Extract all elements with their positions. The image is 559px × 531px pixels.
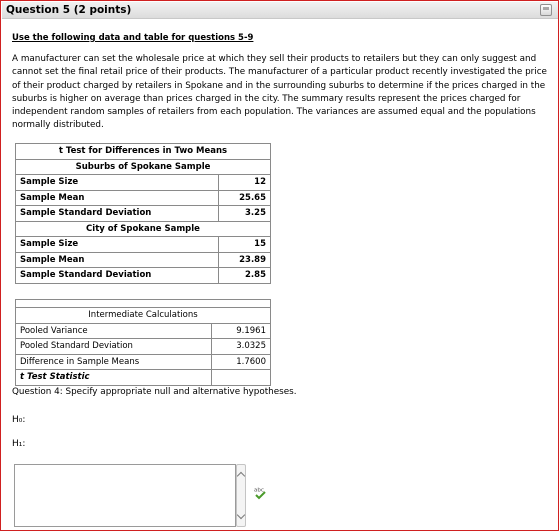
group1-title: Suburbs of Spokane Sample [16, 159, 271, 175]
table-row [16, 370, 271, 386]
instructions-text: Use the following data and table for questions 5-9 [12, 33, 254, 43]
table-row [16, 175, 271, 191]
table-row [16, 252, 271, 268]
spell-check-text: abc [254, 487, 264, 494]
row-value: 15 [219, 237, 271, 253]
row-label: Sample Standard Deviation [16, 206, 219, 222]
table-title: t Test for Differences in Two Means [16, 144, 271, 160]
table-title: Intermediate Calculations [16, 308, 271, 324]
blank-row [16, 300, 271, 308]
row-label: Sample Size [16, 237, 219, 253]
row-label: Sample Mean [16, 252, 219, 268]
row-label: Difference in Sample Means [16, 354, 212, 370]
row-label: Sample Standard Deviation [16, 268, 219, 284]
table-row [16, 190, 271, 206]
row-label: Pooled Standard Deviation [16, 339, 212, 355]
table-row [16, 323, 271, 339]
question-title: Question 5 (2 points) [6, 4, 132, 16]
question-header [2, 2, 558, 19]
row-value: 9.1961 [211, 323, 270, 339]
table-row [16, 339, 271, 355]
two-means-table [15, 143, 271, 284]
table-row [16, 354, 271, 370]
answer-textarea[interactable] [14, 464, 236, 527]
table-row [16, 268, 271, 284]
row-value: 1.7600 [211, 354, 270, 370]
question-prompt: Question 4: Specify appropriate null and alternative hypotheses. [12, 387, 297, 397]
statistic-value [211, 370, 270, 386]
table-row [16, 237, 271, 253]
row-value: 2.85 [219, 268, 271, 284]
table-row [16, 206, 271, 222]
statistic-label: t Test Statistic [16, 370, 212, 386]
row-label: Pooled Variance [16, 323, 212, 339]
null-hypothesis-label: H₀: [12, 415, 26, 425]
question-paragraph: A manufacturer can set the wholesale price at which they sell their products to retailers but they can only suggest and cannot set the final retail price of their products. The manufacturer of a particular product recently investigated the price of their product charged by retailers in Spokane and in the surrounding suburbs to determine if the prices charged in the suburbs is higher on average than prices charged in the city. The summary results represent the prices charged for independent random samples of retailers from each population. The variances are assumed equal and the populations normally distributed. [12, 54, 547, 131]
spell-check-icon[interactable] [253, 486, 267, 500]
alternative-hypothesis-label: H₁: [12, 439, 26, 449]
chevron-up-icon[interactable] [237, 472, 245, 480]
group2-title: City of Spokane Sample [16, 221, 271, 237]
row-value: 12 [219, 175, 271, 191]
intermediate-calculations-table [15, 299, 271, 386]
chevron-down-icon[interactable] [237, 511, 245, 519]
row-value: 3.0325 [211, 339, 270, 355]
row-label: Sample Size [16, 175, 219, 191]
row-value: 3.25 [219, 206, 271, 222]
answer-scrollbar[interactable] [236, 464, 246, 527]
row-value: 23.89 [219, 252, 271, 268]
save-icon[interactable] [540, 4, 552, 16]
row-value: 25.65 [219, 190, 271, 206]
row-label: Sample Mean [16, 190, 219, 206]
